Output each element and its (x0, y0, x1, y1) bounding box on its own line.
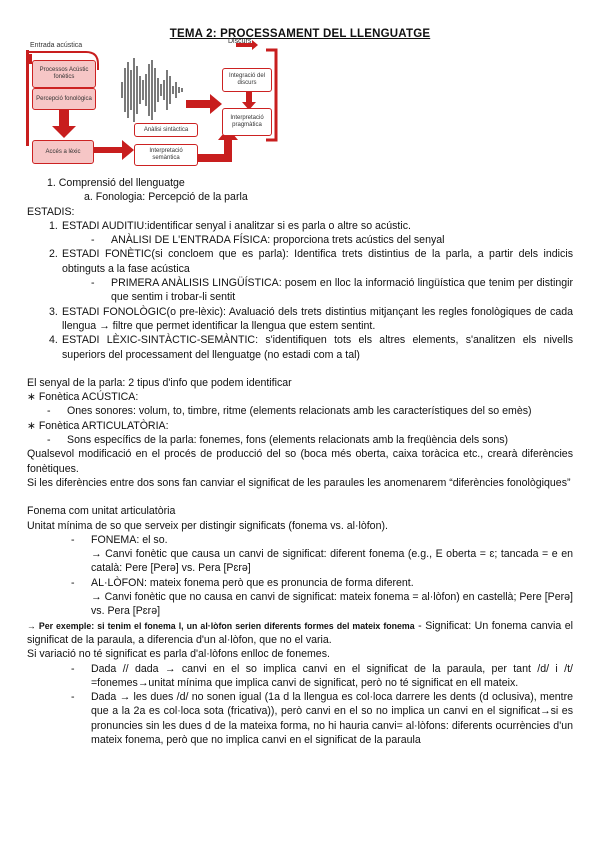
arrow-right-icon (94, 140, 134, 160)
list-item: 1. ESTADI AUDITIU:identificar senyal i analitzar si es parla o altre so acústic. (49, 219, 411, 232)
acces-box: Accés a lèxic (32, 140, 94, 164)
list-item: - AL·LÒFON: mateix fonema però que es pronuncia de forma diferent. (71, 576, 414, 589)
arrow-down-icon (242, 90, 256, 110)
discurs-label: Discurs (228, 38, 252, 45)
notes-body (27, 176, 573, 747)
subsection-heading: a. Fonologia: Percepció de la parla (84, 191, 248, 204)
arrow-right-icon (186, 94, 222, 114)
paragraph: Fonema com unitat articulatòria (27, 505, 176, 518)
analisi-box: Anàlisi sintàctica (134, 123, 198, 137)
paragraph: ∗ Fonètica ACÚSTICA: (27, 391, 139, 404)
paragraph: Unitat mínima de so que serveix per distingir significats (fonema vs. al·lòfon). (27, 519, 388, 532)
paragraph: Si les diferències entre dos sons fan canviar el significat de les paraules les anomenarem “diferències fonològiques” (27, 476, 571, 489)
arrow-down-icon (52, 110, 76, 138)
integracio-box: Integració del discurs (222, 68, 272, 92)
waveform-icon (122, 58, 182, 122)
list-item: - Ones sonores: volum, to, timbre, ritme (elements relacionats amb les característiques del so emès) (47, 405, 532, 418)
interp-prag-box: Interpretació pragmàtica (222, 108, 272, 136)
list-item: 3. ESTADI FONOLÒGIC(o pre-lèxic): Avaluació dels trets distintius mitjançant les regles fonològiques de cada llengua → filtre que permet identificar la llengua que estem sentint. (49, 305, 573, 332)
list-item: → Canvi fonètic que causa un canvi de significat: diferent fonema (e.g., E oberta = ɛ; tancada = e en català: Pere [Perə] vs. Pera [Pɛrə] (91, 548, 573, 575)
list-item: - ANÀLISI DE L'ENTRADA FÍSICA: proporciona trets acústics del senyal (91, 234, 445, 247)
list-item: 4. ESTADI LÈXIC-SINTÀCTIC-SEMÀNTIC: s'identifiquen tots els altres elements, s'analitzen els nivells superiors del processament del llenguatge (no estadi com a tal) (49, 334, 573, 361)
estadis-heading: ESTADIS: (27, 205, 75, 218)
list-item: - PRIMERA ANÀLISIS LINGÜÍSTICA: posem en lloc la informació lingüística que tenim per distingir que sentim i trobar-li sentit (91, 277, 573, 304)
list-item: - Sons específics de la parla: fonemes, fons (elements relacionats amb la freqüència dels sons) (47, 434, 509, 447)
paragraph: Si variació no té significat es parla d'al·lòfons enlloc de fonemes. (27, 648, 330, 661)
entrada-label: Entrada acústica (30, 42, 83, 49)
interp-sem-box: Interpretació semàntica (134, 144, 198, 166)
page-title: TEMA 2: PROCESSAMENT DEL LLENGUATGE (169, 28, 431, 40)
list-item: 2. ESTADI FONÈTIC(si concloem que es parla): Identifica trets distintius de la parla, a partir dels indicis obtinguts a la fase acústica (49, 248, 573, 275)
list-item: → Canvi fonètic que no causa en canvi de significat: mateix fonema = al·lòfon) en castellà; Pere [Perə] vs. Pera [Pɛrə] (91, 591, 573, 618)
paragraph: ∗ Fonètica ARTICULATÒRIA: (27, 419, 169, 432)
list-item: - Dada // dada → canvi en el so implica canvi en el significat de la paraula, per tant /d/ i /t/ =fonemes→unitat mínima que implica canvi de significat, però no té significat en ell mateix. (71, 662, 573, 689)
paragraph: → Per exemple: si tenim el fonema l, un al·lòfon serien diferents formes del mateix fonema - Significat: Un fonema canvia el significat de la paraula, a diferencia d'un al·lòfon, que no el varia. (27, 619, 573, 646)
processos-box: Processos Acústic fonètics (32, 60, 96, 88)
paragraph: Qualsevol modificació en el procés de producció del so (boca més oberta, caixa toràcica etc., crearà diferències fonètiques. (27, 448, 573, 475)
percepcio-box: Percepció fonològica (32, 88, 96, 110)
list-item: - FONEMA: el so. (71, 533, 168, 546)
paragraph: El senyal de la parla: 2 tipus d'info que podem identificar (27, 376, 292, 389)
section-heading: 1. Comprensió del llenguatge (47, 177, 185, 189)
processing-diagram (26, 40, 290, 170)
list-item: - Dada → les dues /d/ no sonen igual (1a d la llengua es col·loca darrere les dents (d oclusiva), mentre que a la 2a es col·loca sota (fricativa)), però canvi en el so no implica un canvi en el significat→si es pronuncies sin les dues d de la mateixa forma, no hi hauria canvi= al·lòfons: diferents ocurrències d'un mateix fonema, però que no implica canvi en el significat de la paraula (71, 691, 573, 746)
